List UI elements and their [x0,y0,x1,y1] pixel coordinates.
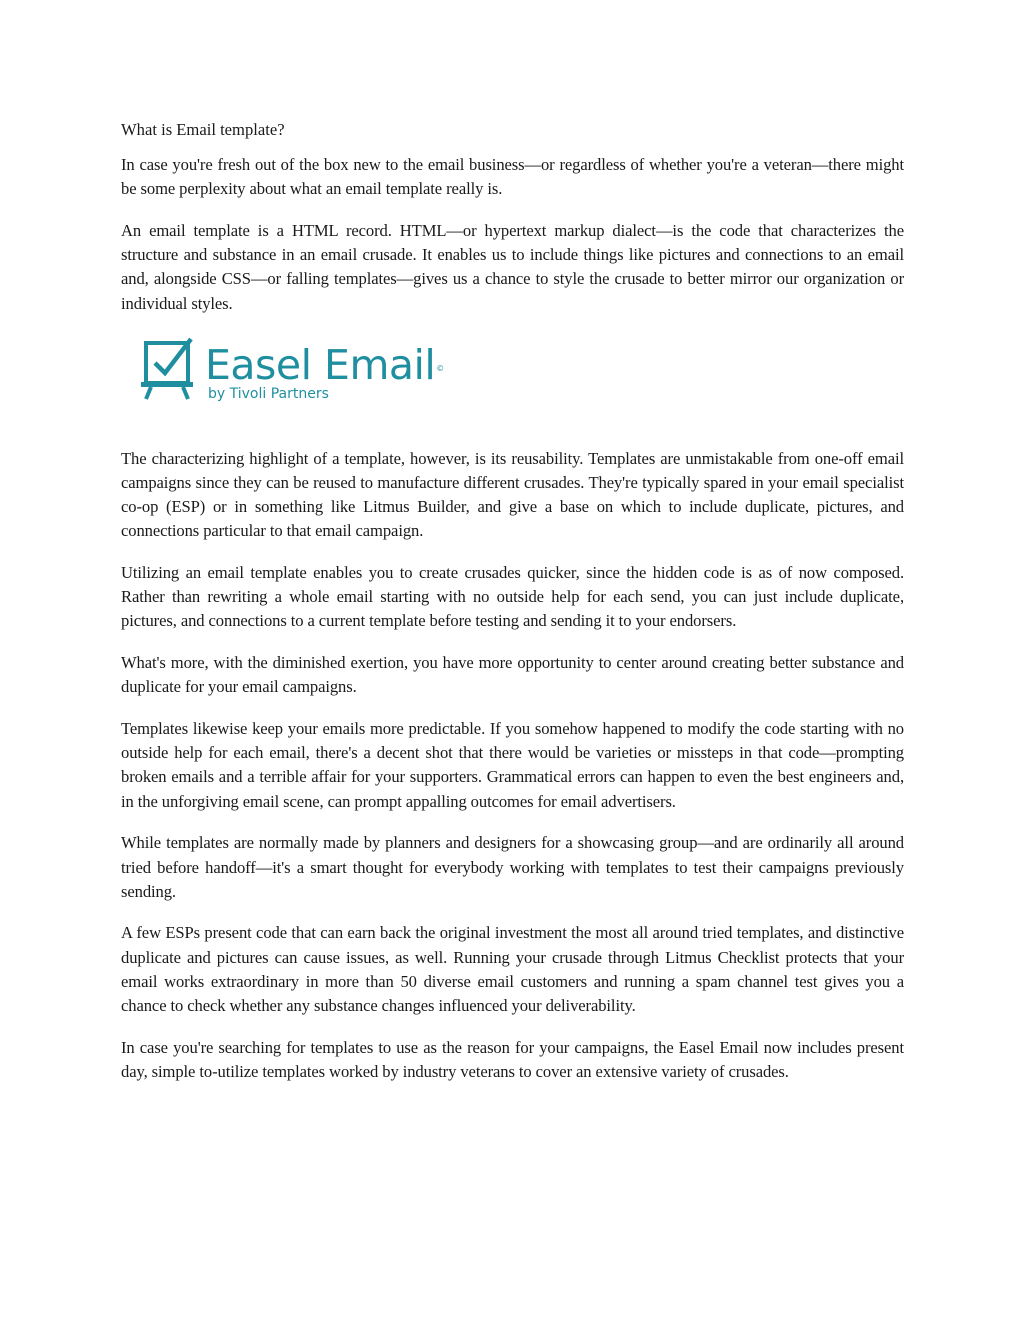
logo-copyright-mark: © [436,363,444,373]
logo-tagline: by Tivoli Partners [208,385,329,402]
paragraph-intro: In case you're fresh out of the box new to the email business—or regardless of whether you're a veteran—there might be some perplexity about what an email template really is. [121,155,904,199]
paragraph-more-opportunity: What's more, with the diminished exertion, you have more opportunity to center around creating better substance and duplicate for your email campaigns. [121,653,904,697]
paragraph-testing: While templates are normally made by planners and designers for a showcasing group—and are ordinarily all around tried before handoff—it's a smart thought for everybody working with templates to test their campaigns previously sending. [121,833,904,901]
paragraph-html-record: An email template is a HTML record. HTML—or hypertext markup dialect—is the code that characterizes the structure and substance in an email crusade. It enables us to include things like pictures and connections to an email and, alongside CSS—or falling templates—gives us a chance to style the crusade to better mirror our organization or individual styles. [121,220,904,313]
easel-email-logo [141,335,451,425]
paragraph-reusability: The characterizing highlight of a template, however, is its reusability. Templates are unmistakable from one-off email campaigns since they can be reused to manufacture different crusades. They're typically spared in your email specialist co-op (ESP) or in something like Litmus Builder, and give a base on which to include duplicate, pictures, and connections particular to that email campaign. [121,448,904,541]
paragraph-predictable: Templates likewise keep your emails more predictable. If you somehow happened to modify the code starting with no outside help for each email, there's a decent shot that there would be varieties or missteps in that code—prompting broken emails and a terrible affair for your supporters. Grammatical errors can happen to even the best engineers and, in the unforgiving email scene, can prompt appalling outcomes for email advertisers. [121,719,904,811]
easel-checkmark-icon [141,335,201,405]
document-page [121,118,904,1102]
paragraph-esp-issues: A few ESPs present code that can earn back the original investment the most all around tried templates, and distinctive duplicate and pictures can cause issues, as well. Running your crusade through Litmus Checklist protects that your email works extraordinary in more than 50 diverse email customers and running a spam channel test gives you a chance to check whether any substance changes influenced your deliverability. [121,923,904,1016]
logo-wordmark [205,340,444,389]
document-heading: What is Email template? [121,120,285,139]
paragraph-faster-crusades: Utilizing an email template enables you to create crusades quicker, since the hidden code is as of now composed. Rather than rewriting a whole email starting with no outside help for each send, you can just include duplicate, pictures, and connections to a current template before testing and sending it to your endorsers. [121,563,904,631]
paragraph-closing: In case you're searching for templates to use as the reason for your campaigns, the Easel Email now includes present day, simple to-utilize templates worked by industry veterans to cover an extensive variety of crusades. [121,1037,904,1081]
logo-name-text: Easel Email [205,340,436,389]
